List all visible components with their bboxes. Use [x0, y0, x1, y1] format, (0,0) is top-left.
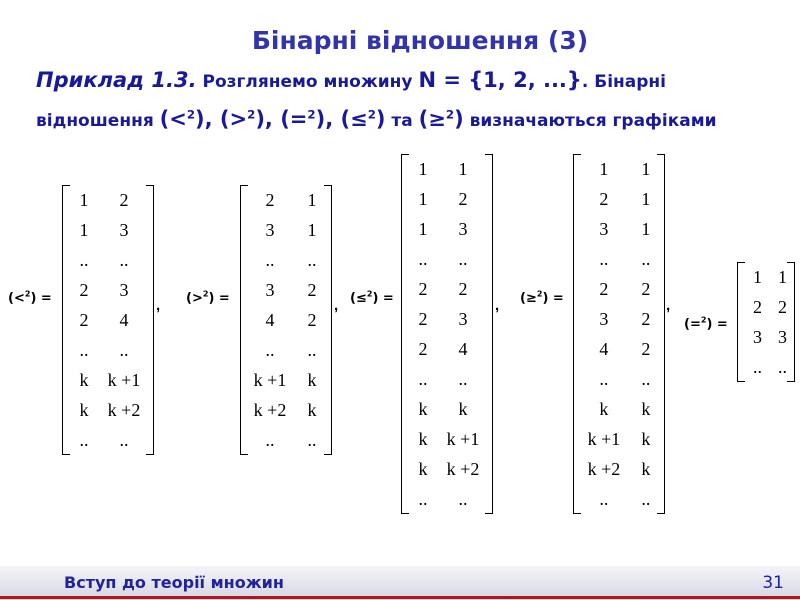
matrix-row — [573, 154, 665, 184]
matrix-cell: 1 — [641, 218, 651, 239]
matrix-row — [62, 305, 154, 335]
matrix-cell: 2 — [753, 296, 762, 317]
matrix-cell: k — [599, 398, 609, 419]
intro-text-2: . Бінарні відношення — [36, 72, 666, 131]
matrix-row — [573, 274, 665, 304]
matrix-row — [401, 214, 493, 244]
matrix-row — [573, 394, 665, 424]
matrix-cell: 3 — [458, 218, 468, 239]
matrix-cell: 2 — [79, 309, 89, 330]
matrix-cell: k — [79, 369, 89, 390]
matrix-cell: 2 — [599, 188, 609, 209]
matrix-cell: .. — [458, 368, 468, 389]
matrix-row — [737, 292, 795, 322]
matrix-cell: .. — [79, 249, 89, 270]
matrix-cell: 1 — [418, 218, 428, 239]
matrix-cell: k +1 — [587, 428, 621, 449]
matrix-row — [240, 215, 332, 245]
intro-text-1: Розглянемо множину — [196, 72, 419, 92]
matrix-row — [573, 364, 665, 394]
matrix-row — [401, 304, 493, 334]
separator-comma-1: , — [156, 297, 161, 314]
matrix-cell: .. — [265, 339, 275, 360]
matrix-cell: .. — [599, 248, 609, 269]
matrix-cell: 4 — [599, 338, 609, 359]
matrix-cell: 3 — [119, 219, 129, 240]
matrix-cell: 2 — [265, 189, 275, 210]
matrix-row — [737, 262, 795, 292]
matrix-cell: 2 — [119, 189, 129, 210]
matrix-cell: k — [418, 458, 428, 479]
intro-text-3: визначаються графіками — [463, 111, 717, 131]
matrix-row — [401, 364, 493, 394]
matrix-cell: .. — [119, 429, 129, 450]
matrix-cell: 1 — [418, 188, 428, 209]
matrix-eq — [737, 262, 795, 382]
matrix-row — [401, 484, 493, 514]
matrix-cell: .. — [79, 339, 89, 360]
footer-title: Вступ до теорії множин — [64, 573, 284, 592]
matrix-row — [573, 304, 665, 334]
matrix-cell: .. — [265, 249, 275, 270]
matrix-cell: 2 — [418, 338, 428, 359]
matrix-cell: 2 — [641, 338, 651, 359]
matrix-cell: .. — [753, 356, 762, 377]
matrix-cell: k — [641, 398, 651, 419]
matrix-cell: .. — [307, 249, 317, 270]
matrix-row — [401, 424, 493, 454]
matrix-cell: .. — [599, 488, 609, 509]
matrix-cell: .. — [79, 429, 89, 450]
relation-eq: ), (= — [255, 107, 308, 131]
matrix-cell: 4 — [119, 309, 129, 330]
matrix-row — [401, 154, 493, 184]
matrix-cell: .. — [418, 248, 428, 269]
matrix-cell: 2 — [599, 278, 609, 299]
matrix-row — [401, 394, 493, 424]
matrix-cell: 1 — [307, 219, 317, 240]
matrix-cell: 1 — [418, 158, 428, 179]
matrix-row — [240, 245, 332, 275]
matrix-cell: k — [418, 398, 428, 419]
matrix-row — [737, 322, 795, 352]
matrix-row — [62, 185, 154, 215]
power-5: 2 — [445, 107, 455, 122]
matrix-cell: 2 — [418, 308, 428, 329]
separator-comma-3: , — [495, 297, 500, 314]
relation-ge: (≥ — [418, 107, 446, 131]
matrix-row — [62, 395, 154, 425]
matrix-row — [62, 245, 154, 275]
matrix-cell: 3 — [265, 279, 275, 300]
matrix-row — [401, 244, 493, 274]
matrix-cell: 3 — [119, 279, 129, 300]
matrix-cell: .. — [418, 488, 428, 509]
matrix-cell: k +2 — [107, 399, 141, 420]
matrix-cell: 3 — [599, 218, 609, 239]
matrix-cell: 2 — [778, 296, 787, 317]
matrix-gt — [240, 185, 332, 455]
matrix-cell: 1 — [641, 158, 651, 179]
matrix-cell: k — [79, 399, 89, 420]
matrix-cell: 2 — [418, 278, 428, 299]
matrix-row — [737, 352, 795, 382]
matrix-cell: 2 — [458, 278, 468, 299]
matrix-row — [62, 365, 154, 395]
matrix-row — [240, 365, 332, 395]
matrix-row — [62, 335, 154, 365]
matrix-cell: 1 — [79, 219, 89, 240]
relation-label-gt: (>$^2$) = — [186, 289, 230, 306]
matrix-row — [401, 334, 493, 364]
matrix-cell: .. — [265, 429, 275, 450]
relation-lt: (< — [159, 107, 187, 131]
matrix-cell: k — [307, 399, 317, 420]
matrix-cell: 1 — [753, 266, 762, 287]
matrix-row — [240, 335, 332, 365]
matrix-cell: 1 — [458, 158, 468, 179]
slide-title: Бінарні відношення (3) — [251, 26, 589, 55]
relation-label-eq: (=$^2$) = — [684, 315, 728, 332]
matrix-row — [240, 305, 332, 335]
matrix-cell: .. — [307, 339, 317, 360]
matrix-cell: k — [307, 369, 317, 390]
matrix-cell: .. — [458, 488, 468, 509]
matrix-cell: 1 — [599, 158, 609, 179]
matrix-cell: k +2 — [446, 458, 480, 479]
set-definition: N = {1, 2, ...} — [418, 68, 582, 92]
matrix-row — [573, 214, 665, 244]
matrix-cell: k +1 — [446, 428, 480, 449]
matrix-cell: .. — [599, 368, 609, 389]
matrix-row — [401, 184, 493, 214]
matrix-row — [240, 275, 332, 305]
matrix-cell: 3 — [265, 219, 275, 240]
matrix-cell: .. — [119, 339, 129, 360]
matrix-cell: k — [641, 428, 651, 449]
matrix-row — [62, 215, 154, 245]
matrix-cell: .. — [119, 249, 129, 270]
power-2: 2 — [247, 107, 256, 122]
matrix-cell: 4 — [458, 338, 468, 359]
matrix-row — [573, 454, 665, 484]
matrix-cell: 2 — [79, 279, 89, 300]
matrix-cell: k +1 — [253, 369, 287, 390]
matrix-row — [573, 334, 665, 364]
matrix-cell: 3 — [458, 308, 468, 329]
relation-label-lt: (<$^2$) = — [8, 289, 52, 306]
relation-ge-close: ) — [454, 107, 464, 131]
power-3: 2 — [307, 107, 316, 122]
matrix-cell: 3 — [599, 308, 609, 329]
matrix-cell: 3 — [753, 326, 762, 347]
matrix-cell: 1 — [307, 189, 317, 210]
matrix-row — [573, 244, 665, 274]
matrix-cell: .. — [641, 248, 651, 269]
matrix-row — [240, 395, 332, 425]
matrix-cell: .. — [641, 488, 651, 509]
matrix-cell: 2 — [307, 309, 317, 330]
matrix-row — [573, 484, 665, 514]
page-number: 31 — [762, 573, 784, 593]
matrix-row — [573, 424, 665, 454]
matrix-cell: 2 — [307, 279, 317, 300]
matrix-cell: k +2 — [253, 399, 287, 420]
matrix-cell: k +1 — [107, 369, 141, 390]
matrix-le — [401, 154, 493, 514]
matrix-cell: 4 — [265, 309, 275, 330]
matrix-cell: k +2 — [587, 458, 621, 479]
matrix-row — [240, 185, 332, 215]
matrix-cell: .. — [418, 368, 428, 389]
footer-divider — [0, 596, 800, 599]
matrix-cell: 3 — [778, 326, 787, 347]
power-1: 2 — [186, 107, 196, 122]
relation-le: ), (≤ — [315, 107, 368, 131]
matrix-cell: 2 — [641, 278, 651, 299]
relation-label-le: (≤$^2$) = — [350, 289, 394, 306]
matrix-cell: 2 — [641, 308, 651, 329]
matrix-cell: .. — [778, 356, 787, 377]
matrix-cell: 1 — [778, 266, 787, 287]
matrix-cell: k — [418, 428, 428, 449]
separator-comma-2: , — [334, 297, 339, 314]
relation-le-close: ) — [375, 107, 386, 131]
matrix-cell: .. — [458, 248, 468, 269]
matrix-lt — [62, 185, 154, 455]
matrix-cell: 2 — [458, 188, 468, 209]
matrix-cell: 1 — [79, 189, 89, 210]
separator-comma-4: , — [666, 297, 671, 314]
matrix-ge — [573, 154, 665, 514]
relation-label-ge: (≥$^2$) = — [520, 289, 564, 306]
matrix-row — [240, 425, 332, 455]
power-4: 2 — [367, 107, 376, 122]
relation-gt: ), (> — [195, 107, 248, 131]
matrix-cell: .. — [307, 429, 317, 450]
matrix-cell: k — [458, 398, 468, 419]
matrix-row — [401, 454, 493, 484]
intro-paragraph — [36, 62, 756, 140]
word-ta: та — [385, 111, 419, 131]
matrix-row — [573, 184, 665, 214]
example-label: Приклад 1.3. — [36, 68, 197, 92]
matrix-row — [62, 275, 154, 305]
matrix-cell: .. — [641, 368, 651, 389]
matrix-cell: 1 — [641, 188, 651, 209]
matrix-row — [401, 274, 493, 304]
matrix-cell: k — [641, 458, 651, 479]
matrix-row — [62, 425, 154, 455]
